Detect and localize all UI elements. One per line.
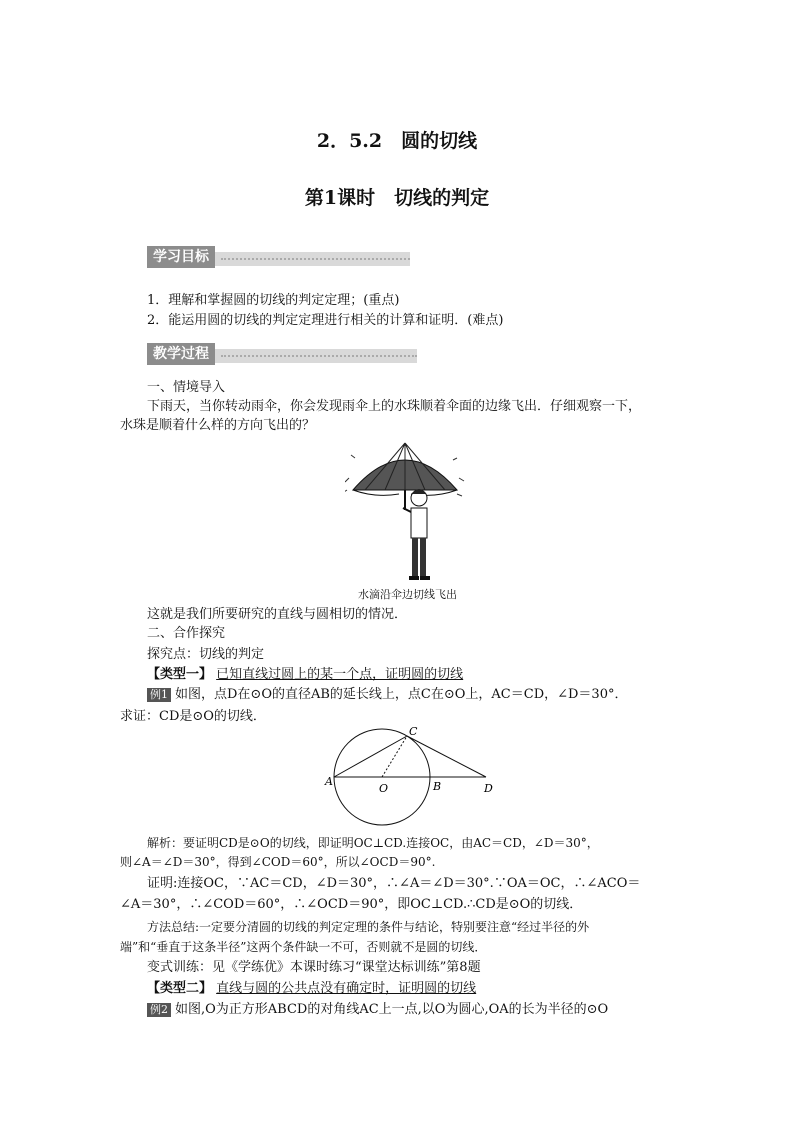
example1-statement: 如图，点D在⊙O的直径AB的延长线上，点C在⊙O上，AC＝CD，∠D＝30°． <box>175 687 628 702</box>
type2-label: 【类型二】 <box>147 981 213 996</box>
proof-line2: ∠A＝30°，∴∠COD＝60°，∴∠OCD＝90°，即OC⊥CD.∴CD是⊙O的切线． <box>120 897 583 912</box>
type2-heading <box>147 980 476 998</box>
goal-item-2: 2．能运用圆的切线的判定定理进行相关的计算和证明．(难点) <box>147 313 504 328</box>
type1-text: 已知直线过圆上的某一个点，证明圆的切线 <box>216 667 464 682</box>
type2-text: 直线与圆的公共点没有确定时，证明圆的切线 <box>216 981 477 996</box>
example1-line1 <box>147 686 627 704</box>
proof-line1: 证明:连接OC，∵AC＝CD，∠D＝30°，∴∠A＝∠D＝30°.∵OA＝OC，∴∠ACO＝ <box>147 876 641 891</box>
lesson-subtitle: 第1课时 切线的判定 <box>304 187 490 209</box>
label-b: B <box>433 780 442 793</box>
example2-line1 <box>147 1001 608 1019</box>
label-a: A <box>325 775 333 788</box>
image-caption: 水滴沿伞边切线飞出 <box>358 588 457 601</box>
label-o: O <box>379 782 389 795</box>
process-section-label: 教学过程 <box>147 343 215 365</box>
type1-label: 【类型一】 <box>147 667 213 682</box>
type1-heading <box>147 666 463 684</box>
method-line2: 端”和“垂直于这条半径”这两个条件缺一不可，否则就不是圆的切线． <box>120 940 487 954</box>
coop-heading: 二、合作探究 <box>147 626 226 641</box>
goals-section-header <box>147 249 410 266</box>
example2-badge: 例2 <box>147 1003 171 1017</box>
goal-item-1: 1．理解和掌握圆的切线的判定定理；(重点) <box>147 293 400 308</box>
label-c: C <box>409 726 418 738</box>
intro-text-1: 下雨天，当你转动雨伞，你会发现雨伞上的水珠顺着伞面的边缘飞出．仔细观察一下， <box>147 399 642 414</box>
analysis-line2: 则∠A＝∠D＝30°，得到∠COD＝60°，所以∠OCD＝90°. <box>120 855 436 869</box>
example2-statement: 如图,O为正方形ABCD的对角线AC上一点,以O为圆心,OA的长为半径的⊙O <box>175 1002 609 1017</box>
process-section-header <box>147 346 417 363</box>
analysis-line1: 解析：要证明CD是⊙O的切线，即证明OC⊥CD.连接OC，由AC＝CD，∠D＝30°， <box>147 836 599 850</box>
label-d: D <box>484 782 493 795</box>
method-line1: 方法总结:一定要分清圆的切线的判定定理的条件与结论，特别要注意“经过半径的外 <box>147 920 590 934</box>
circle-tangent-figure <box>320 726 505 832</box>
page-title: 2．5.2 圆的切线 <box>316 130 478 152</box>
intro-heading: 一、情境导入 <box>147 380 226 395</box>
goals-section-label: 学习目标 <box>147 246 215 268</box>
variant-training: 变式训练：见《学练优》本课时练习“课堂达标训练”第8题 <box>147 960 481 975</box>
explore-point: 探究点：切线的判定 <box>147 647 265 662</box>
example1-badge: 例1 <box>147 688 171 702</box>
intro-text-2: 水珠是顺着什么样的方向飞出的？ <box>120 418 316 433</box>
example1-line2: 求证：CD是⊙O的切线． <box>120 709 266 724</box>
after-image-text: 这就是我们所要研究的直线与圆相切的情况． <box>147 607 408 622</box>
umbrella-boy-image <box>345 438 465 586</box>
